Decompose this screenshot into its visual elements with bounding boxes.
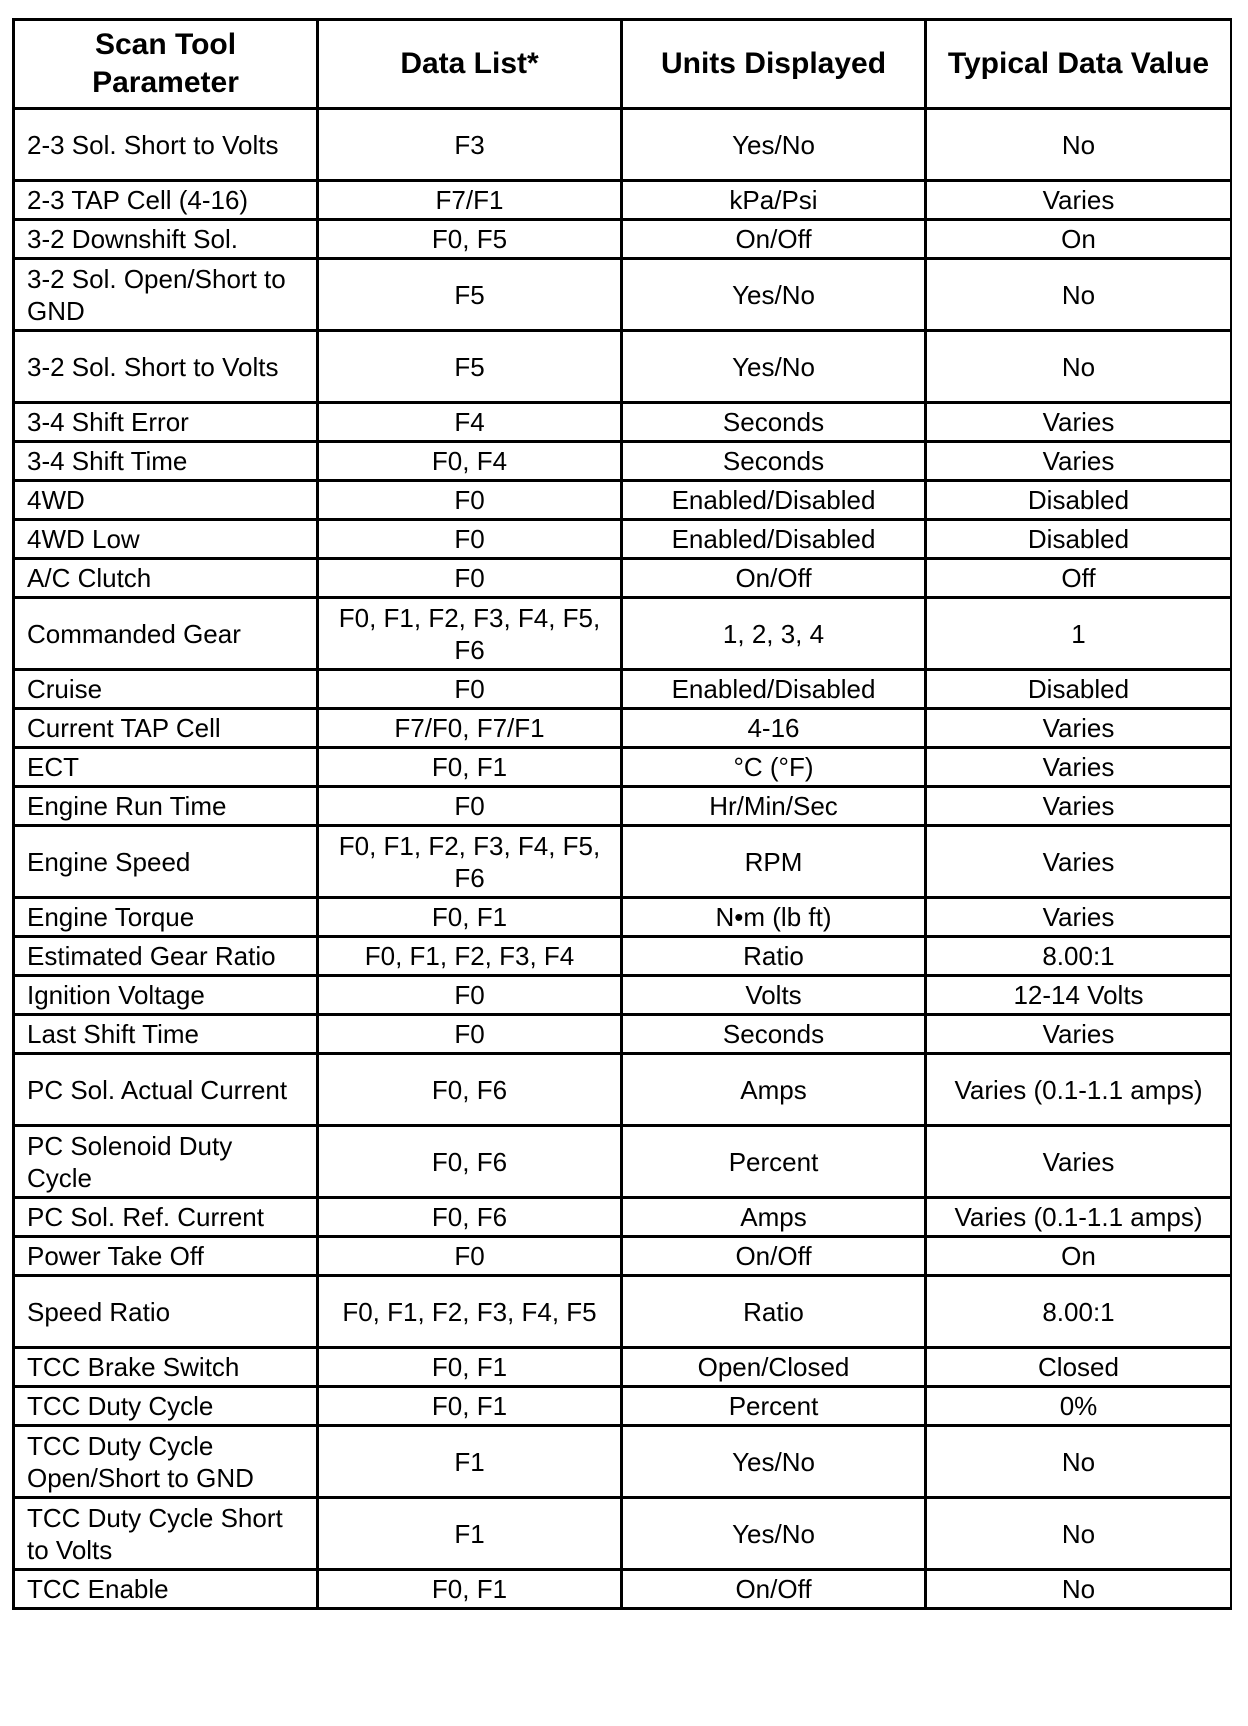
- cell-units: Seconds: [622, 403, 926, 442]
- cell-units: Yes/No: [622, 1498, 926, 1570]
- cell-parameter: Power Take Off: [14, 1237, 318, 1276]
- cell-typical-value: No: [926, 259, 1232, 331]
- table-row: [14, 1198, 1232, 1237]
- cell-typical-value: No: [926, 1570, 1232, 1609]
- cell-data-list: F0, F1: [318, 1570, 622, 1609]
- cell-parameter: ECT: [14, 748, 318, 787]
- cell-parameter: PC Sol. Ref. Current: [14, 1198, 318, 1237]
- table-row: [14, 220, 1232, 259]
- cell-parameter: 3-2 Sol. Short to Volts: [14, 331, 318, 403]
- cell-typical-value: Disabled: [926, 481, 1232, 520]
- cell-data-list: F7/F0, F7/F1: [318, 709, 622, 748]
- cell-data-list: F0, F1: [318, 1348, 622, 1387]
- cell-parameter: TCC Duty Cycle Open/Short to GND: [14, 1426, 318, 1498]
- table-row: [14, 1387, 1232, 1426]
- cell-parameter: TCC Enable: [14, 1570, 318, 1609]
- cell-data-list: F0, F1, F2, F3, F4, F5, F6: [318, 598, 622, 670]
- cell-units: Enabled/Disabled: [622, 481, 926, 520]
- table-row: [14, 442, 1232, 481]
- cell-parameter: 3-4 Shift Time: [14, 442, 318, 481]
- cell-units: Yes/No: [622, 259, 926, 331]
- cell-data-list: F0, F1, F2, F3, F4: [318, 937, 622, 976]
- cell-data-list: F0, F1: [318, 748, 622, 787]
- table-row: [14, 403, 1232, 442]
- cell-data-list: F0: [318, 559, 622, 598]
- cell-units: Yes/No: [622, 109, 926, 181]
- cell-typical-value: Varies: [926, 787, 1232, 826]
- header-data-list: Data List*: [318, 20, 622, 109]
- cell-units: Percent: [622, 1387, 926, 1426]
- cell-typical-value: Disabled: [926, 520, 1232, 559]
- header-scan-tool-parameter: Scan Tool Parameter: [14, 20, 318, 109]
- table-row: [14, 259, 1232, 331]
- cell-units: Seconds: [622, 442, 926, 481]
- cell-parameter: TCC Brake Switch: [14, 1348, 318, 1387]
- cell-units: 4-16: [622, 709, 926, 748]
- table-row: [14, 1426, 1232, 1498]
- scan-tool-data-table: [12, 18, 1232, 1610]
- cell-data-list: F0, F1: [318, 898, 622, 937]
- cell-parameter: PC Solenoid Duty Cycle: [14, 1126, 318, 1198]
- cell-data-list: F3: [318, 109, 622, 181]
- cell-units: Amps: [622, 1198, 926, 1237]
- cell-parameter: Engine Torque: [14, 898, 318, 937]
- cell-units: On/Off: [622, 220, 926, 259]
- cell-typical-value: 12-14 Volts: [926, 976, 1232, 1015]
- cell-data-list: F0, F4: [318, 442, 622, 481]
- cell-parameter: Ignition Voltage: [14, 976, 318, 1015]
- table-row: [14, 937, 1232, 976]
- cell-typical-value: Disabled: [926, 670, 1232, 709]
- table-row: [14, 898, 1232, 937]
- table-row: [14, 709, 1232, 748]
- cell-typical-value: Varies: [926, 1126, 1232, 1198]
- cell-data-list: F0: [318, 520, 622, 559]
- cell-data-list: F0: [318, 787, 622, 826]
- table-row: [14, 826, 1232, 898]
- cell-typical-value: On: [926, 220, 1232, 259]
- cell-parameter: Estimated Gear Ratio: [14, 937, 318, 976]
- cell-parameter: 3-4 Shift Error: [14, 403, 318, 442]
- cell-units: On/Off: [622, 1570, 926, 1609]
- cell-typical-value: Varies: [926, 898, 1232, 937]
- table-row: [14, 598, 1232, 670]
- cell-data-list: F4: [318, 403, 622, 442]
- table-row: [14, 1054, 1232, 1126]
- cell-parameter: 2-3 Sol. Short to Volts: [14, 109, 318, 181]
- cell-data-list: F0, F6: [318, 1126, 622, 1198]
- table-row: [14, 1498, 1232, 1570]
- cell-typical-value: Varies: [926, 826, 1232, 898]
- cell-parameter: 3-2 Downshift Sol.: [14, 220, 318, 259]
- cell-parameter: 4WD: [14, 481, 318, 520]
- cell-typical-value: Varies (0.1-1.1 amps): [926, 1054, 1232, 1126]
- table-row: [14, 748, 1232, 787]
- cell-data-list: F0: [318, 976, 622, 1015]
- cell-data-list: F0: [318, 670, 622, 709]
- cell-typical-value: Varies: [926, 403, 1232, 442]
- cell-parameter: 2-3 TAP Cell (4-16): [14, 181, 318, 220]
- cell-units: N•m (lb ft): [622, 898, 926, 937]
- cell-data-list: F0, F1, F2, F3, F4, F5, F6: [318, 826, 622, 898]
- cell-parameter: PC Sol. Actual Current: [14, 1054, 318, 1126]
- table-row: [14, 109, 1232, 181]
- cell-parameter: Speed Ratio: [14, 1276, 318, 1348]
- cell-typical-value: 8.00:1: [926, 937, 1232, 976]
- table-row: [14, 331, 1232, 403]
- table-row: [14, 670, 1232, 709]
- table-row: [14, 520, 1232, 559]
- cell-units: °C (°F): [622, 748, 926, 787]
- cell-data-list: F1: [318, 1426, 622, 1498]
- cell-data-list: F0: [318, 1237, 622, 1276]
- cell-parameter: Cruise: [14, 670, 318, 709]
- table-row: [14, 1570, 1232, 1609]
- cell-typical-value: No: [926, 1426, 1232, 1498]
- cell-parameter: TCC Duty Cycle: [14, 1387, 318, 1426]
- cell-data-list: F0, F6: [318, 1054, 622, 1126]
- cell-data-list: F0: [318, 481, 622, 520]
- cell-typical-value: 0%: [926, 1387, 1232, 1426]
- cell-units: On/Off: [622, 559, 926, 598]
- cell-units: Hr/Min/Sec: [622, 787, 926, 826]
- table-header: [14, 20, 1232, 109]
- cell-units: 1, 2, 3, 4: [622, 598, 926, 670]
- cell-typical-value: Off: [926, 559, 1232, 598]
- cell-data-list: F1: [318, 1498, 622, 1570]
- cell-typical-value: 8.00:1: [926, 1276, 1232, 1348]
- cell-units: RPM: [622, 826, 926, 898]
- cell-data-list: F0, F1: [318, 1387, 622, 1426]
- cell-typical-value: Varies: [926, 181, 1232, 220]
- cell-units: On/Off: [622, 1237, 926, 1276]
- scan-tool-table-container: [12, 18, 1232, 1726]
- table-row: [14, 559, 1232, 598]
- cell-parameter: Engine Speed: [14, 826, 318, 898]
- table-row: [14, 1276, 1232, 1348]
- cell-typical-value: No: [926, 109, 1232, 181]
- table-row: [14, 481, 1232, 520]
- cell-data-list: F0, F6: [318, 1198, 622, 1237]
- table-body: [14, 109, 1232, 1609]
- cell-units: Yes/No: [622, 1426, 926, 1498]
- cell-units: Amps: [622, 1054, 926, 1126]
- cell-typical-value: No: [926, 331, 1232, 403]
- cell-parameter: TCC Duty Cycle Short to Volts: [14, 1498, 318, 1570]
- cell-units: Open/Closed: [622, 1348, 926, 1387]
- cell-units: Enabled/Disabled: [622, 670, 926, 709]
- table-row: [14, 181, 1232, 220]
- cell-parameter: Commanded Gear: [14, 598, 318, 670]
- cell-units: Percent: [622, 1126, 926, 1198]
- cell-data-list: F7/F1: [318, 181, 622, 220]
- cell-typical-value: On: [926, 1237, 1232, 1276]
- cell-parameter: 3-2 Sol. Open/Short to GND: [14, 259, 318, 331]
- cell-typical-value: 1: [926, 598, 1232, 670]
- cell-units: kPa/Psi: [622, 181, 926, 220]
- header-units-displayed: Units Displayed: [622, 20, 926, 109]
- cell-typical-value: No: [926, 1498, 1232, 1570]
- header-row: [14, 20, 1232, 109]
- cell-units: Ratio: [622, 937, 926, 976]
- cell-units: Ratio: [622, 1276, 926, 1348]
- cell-units: Yes/No: [622, 331, 926, 403]
- table-row: [14, 1348, 1232, 1387]
- cell-parameter: Last Shift Time: [14, 1015, 318, 1054]
- cell-units: Seconds: [622, 1015, 926, 1054]
- cell-parameter: 4WD Low: [14, 520, 318, 559]
- cell-data-list: F5: [318, 331, 622, 403]
- cell-units: Volts: [622, 976, 926, 1015]
- cell-typical-value: Varies: [926, 442, 1232, 481]
- cell-typical-value: Varies: [926, 748, 1232, 787]
- table-row: [14, 1126, 1232, 1198]
- cell-data-list: F0, F1, F2, F3, F4, F5: [318, 1276, 622, 1348]
- cell-parameter: A/C Clutch: [14, 559, 318, 598]
- cell-typical-value: Closed: [926, 1348, 1232, 1387]
- header-typical-data-value: Typical Data Value: [926, 20, 1232, 109]
- cell-units: Enabled/Disabled: [622, 520, 926, 559]
- cell-data-list: F0: [318, 1015, 622, 1054]
- cell-data-list: F5: [318, 259, 622, 331]
- cell-typical-value: Varies: [926, 709, 1232, 748]
- cell-parameter: Current TAP Cell: [14, 709, 318, 748]
- cell-data-list: F0, F5: [318, 220, 622, 259]
- cell-typical-value: Varies (0.1-1.1 amps): [926, 1198, 1232, 1237]
- table-row: [14, 787, 1232, 826]
- table-row: [14, 1015, 1232, 1054]
- table-row: [14, 1237, 1232, 1276]
- cell-parameter: Engine Run Time: [14, 787, 318, 826]
- table-row: [14, 976, 1232, 1015]
- cell-typical-value: Varies: [926, 1015, 1232, 1054]
